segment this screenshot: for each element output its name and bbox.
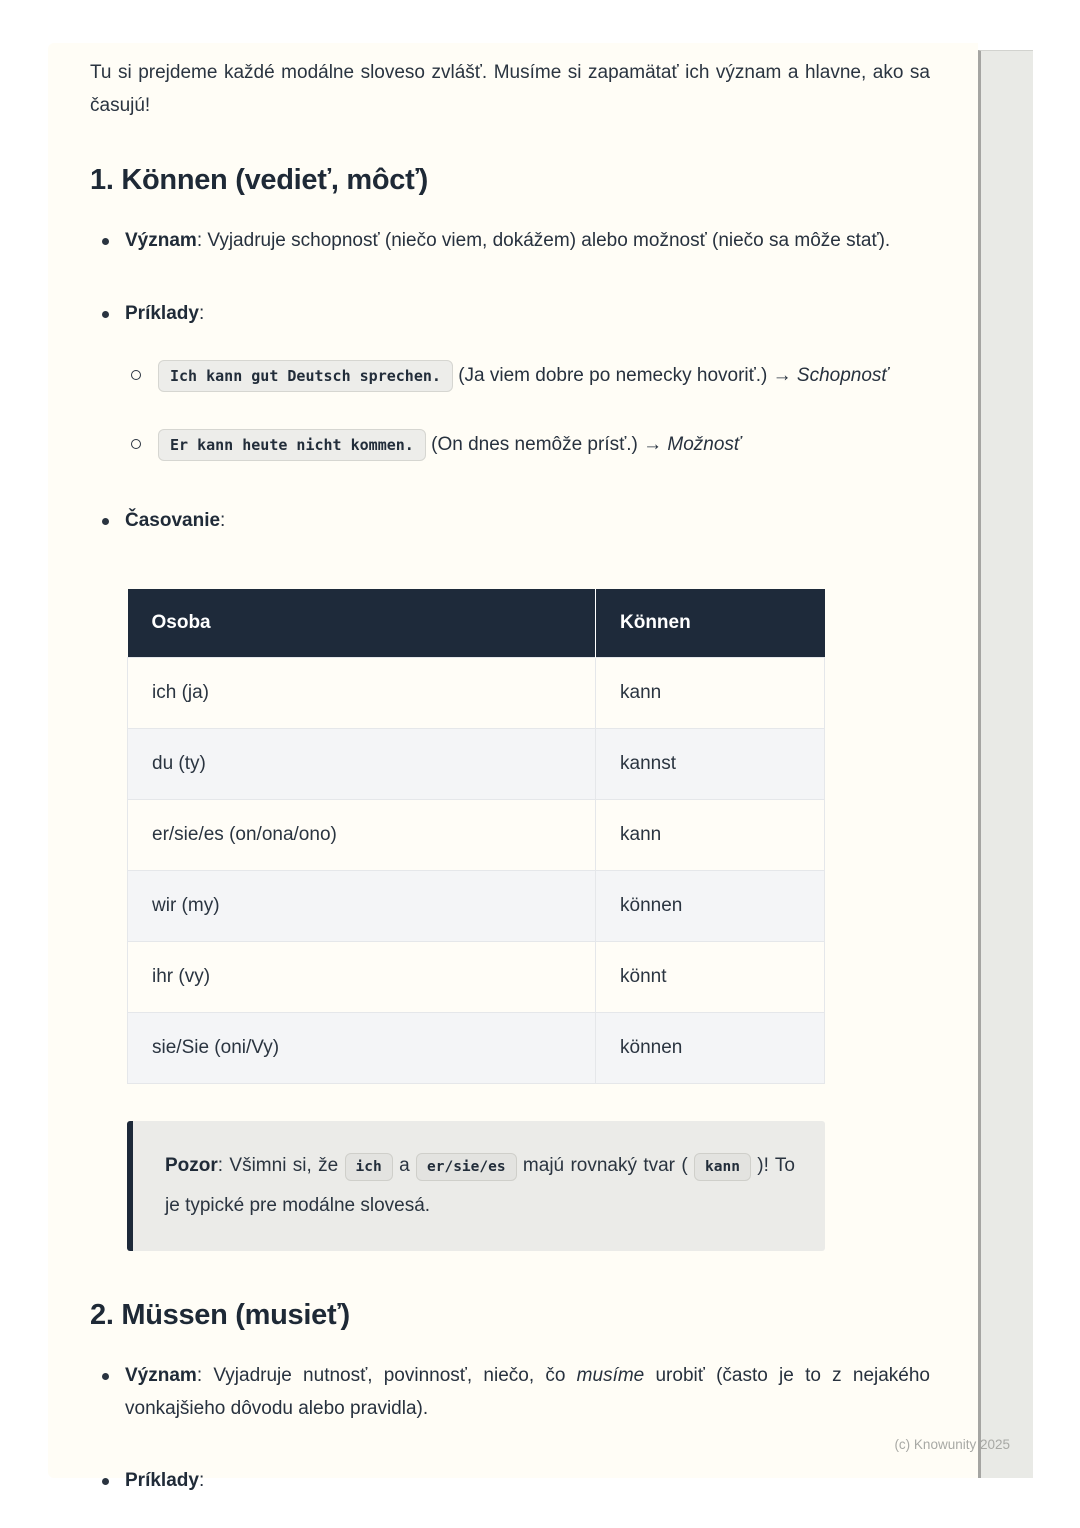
priklady-label: Príklady: [125, 303, 199, 325]
example-tag: Schopnosť: [796, 364, 889, 386]
priklady-colon: :: [198, 303, 205, 325]
document-page: [48, 43, 978, 1492]
vyznam-text: : Vyjadruje nutnosť, povinnosť, niečo, čo: [196, 1365, 577, 1387]
vyznam-item: [90, 225, 930, 258]
table-cell-person: er/sie/es (on/ona/ono): [128, 800, 596, 871]
casovanie-item: [90, 505, 930, 538]
vyznam-label: Význam: [125, 1365, 197, 1387]
scrollbar-track[interactable]: [978, 50, 1033, 1478]
example-translation: (On dnes nemôže prísť.) →: [425, 433, 668, 455]
table-row: [128, 800, 825, 871]
example-item: [125, 426, 930, 465]
table-row: [128, 658, 825, 729]
table-cell-form: können: [596, 1013, 825, 1084]
example-item: [125, 357, 930, 396]
priklady-label: Príklady: [125, 1470, 199, 1492]
table-header-konnen: Können: [596, 589, 825, 658]
code-chip: ich: [345, 1153, 393, 1181]
table-cell-person: ich (ja): [128, 658, 596, 729]
table-header-osoba: Osoba: [128, 589, 596, 658]
table-cell-form: können: [596, 871, 825, 942]
table-cell-person: wir (my): [128, 871, 596, 942]
table-cell-person: du (ty): [128, 729, 596, 800]
pozor-text: majú rovnaký tvar (: [516, 1155, 695, 1177]
section-2-heading: 2. Müssen (musieť): [90, 1299, 350, 1332]
code-chip: er/sie/es: [416, 1153, 517, 1181]
vyznam-item: [90, 1360, 930, 1425]
pozor-text: a: [392, 1155, 416, 1177]
vyznam-italic-word: musíme: [576, 1365, 645, 1387]
table-row: [128, 871, 825, 942]
table-cell-form: könnt: [596, 942, 825, 1013]
pozor-text: )! To je typické pre modálne slovesá.: [165, 1155, 795, 1217]
priklady-item: [90, 298, 930, 465]
table-row: [128, 729, 825, 800]
section-2-list: [90, 1360, 930, 1498]
casovanie-label: Časovanie: [125, 509, 221, 531]
pozor-callout: [127, 1121, 825, 1251]
code-chip: Er kann heute nicht kommen.: [158, 429, 426, 461]
priklady-item: [90, 1465, 930, 1498]
table-row: [128, 1013, 825, 1084]
vyznam-label: Význam: [125, 230, 197, 252]
table-header-row: [128, 589, 825, 658]
code-chip: kann: [694, 1153, 751, 1181]
example-translation: (Ja viem dobre po nemecky hovoriť.) →: [452, 364, 797, 386]
table-cell-form: kann: [596, 658, 825, 729]
table-cell-person: sie/Sie (oni/Vy): [128, 1013, 596, 1084]
section-1-list: [90, 225, 930, 537]
table-cell-person: ihr (vy): [128, 942, 596, 1013]
casovanie-colon: :: [220, 509, 226, 531]
pozor-text: : Všimni si, že: [217, 1155, 345, 1177]
examples-list: [125, 357, 930, 465]
conjugation-table: [127, 589, 825, 1084]
intro-paragraph: Tu si prejdeme každé modálne sloveso zvlášť. Musíme si zapamätať ich význam a hlavne, ako sa časujú!: [90, 62, 930, 116]
table-row: [128, 942, 825, 1013]
example-tag: Možnosť: [667, 433, 741, 455]
priklady-colon: :: [198, 1470, 205, 1492]
pozor-label: Pozor: [165, 1155, 218, 1177]
code-chip: Ich kann gut Deutsch sprechen.: [158, 360, 453, 392]
table-cell-form: kannst: [596, 729, 825, 800]
footer-copyright: (c) Knowunity 2025: [894, 1437, 1010, 1452]
section-1-heading: 1. Können (vedieť, môcť): [90, 164, 429, 197]
table-cell-form: kann: [596, 800, 825, 871]
vyznam-text: : Vyjadruje schopnosť (niečo viem, dokážem) alebo možnosť (niečo sa môže stať).: [196, 230, 891, 252]
document-content: [48, 43, 978, 1498]
vyznam-text: urobiť (často je to z nejakého vonkajšieho dôvodu alebo pravidla).: [125, 1365, 931, 1419]
